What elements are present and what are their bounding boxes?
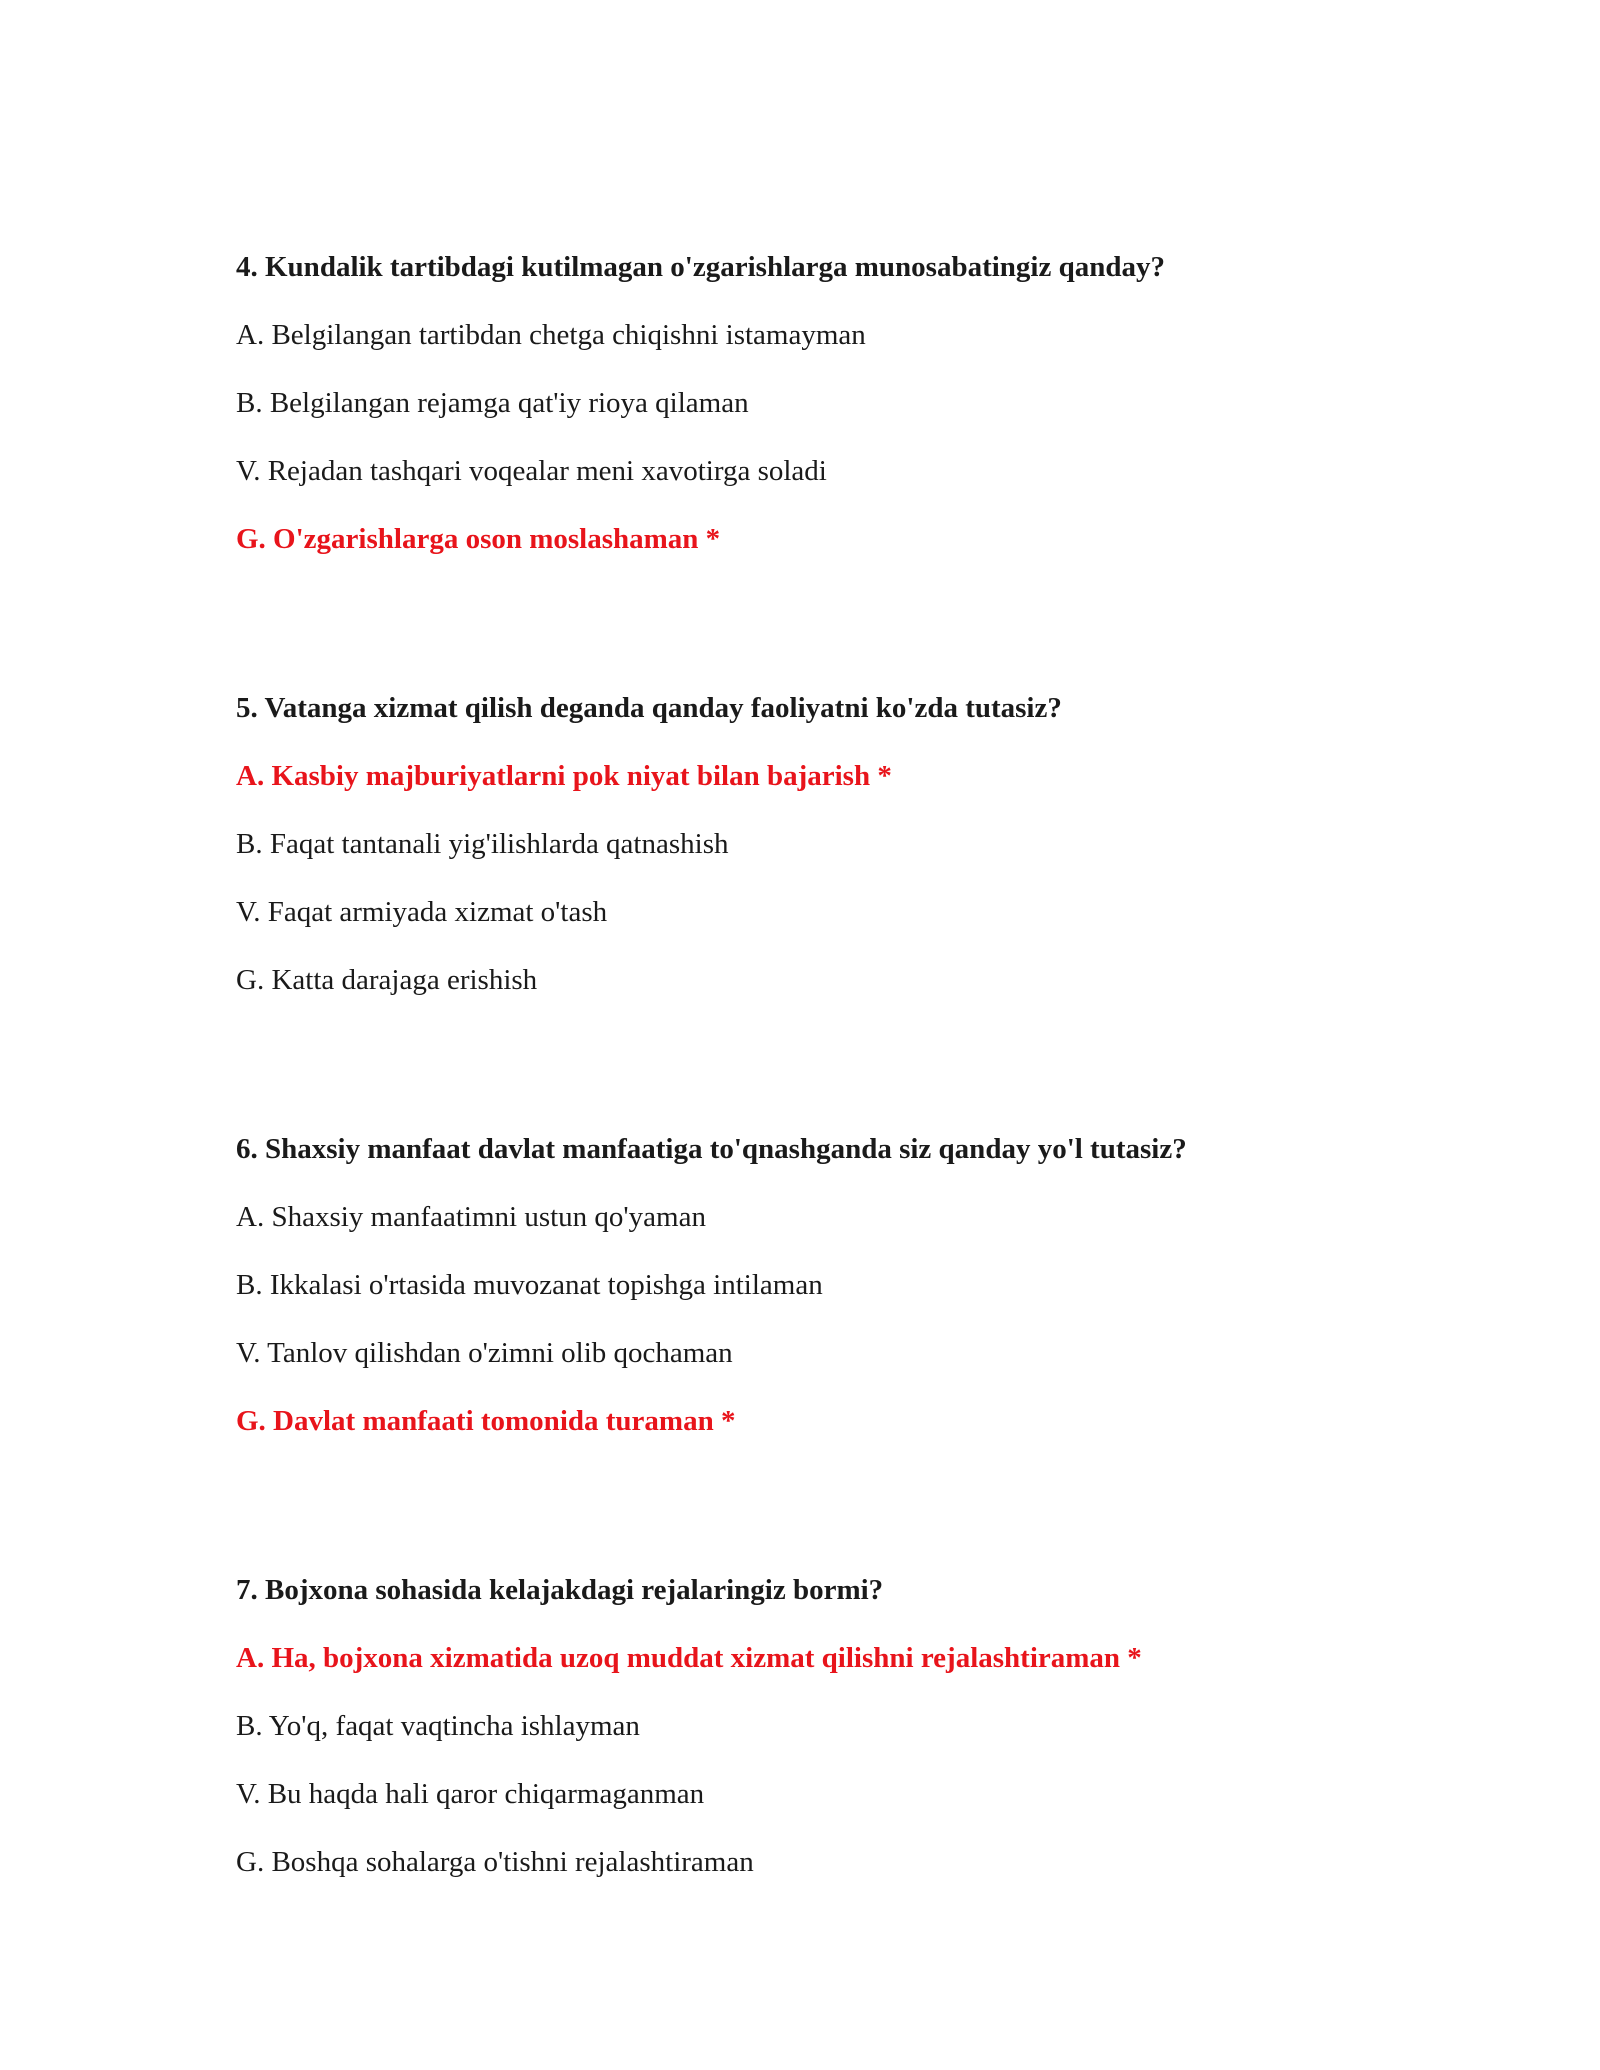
answer-option: G. O'zgarishlarga oson moslashaman *	[236, 523, 721, 555]
answer-option: A. Kasbiy majburiyatlarni pok niyat bilan bajarish *	[236, 760, 892, 792]
question-title: 5. Vatanga xizmat qilish deganda qanday faoliyatni ko'zda tutasiz?	[236, 692, 1062, 724]
question-title: 7. Bojxona sohasida kelajakdagi rejalaringiz bormi?	[236, 1574, 884, 1606]
answer-option: B. Ikkalasi o'rtasida muvozanat topishga intilaman	[236, 1269, 823, 1301]
answer-option: A. Ha, bojxona xizmatida uzoq muddat xizmat qilishni rejalashtiraman *	[236, 1642, 1142, 1674]
answer-option: A. Shaxsiy manfaatimni ustun qo'yaman	[236, 1201, 706, 1233]
question-block-7	[236, 1573, 1436, 1879]
question-title: 6. Shaxsiy manfaat davlat manfaatiga to'qnashganda siz qanday yo'l tutasiz?	[236, 1133, 1187, 1165]
answer-option: G. Boshqa sohalarga o'tishni rejalashtiraman	[236, 1846, 754, 1878]
answer-option: B. Yo'q, faqat vaqtincha ishlayman	[236, 1710, 640, 1742]
document-page	[236, 250, 1436, 1879]
answer-option: V. Faqat armiyada xizmat o'tash	[236, 896, 608, 928]
question-title: 4. Kundalik tartibdagi kutilmagan o'zgarishlarga munosabatingiz qanday?	[236, 251, 1165, 283]
answer-option: B. Faqat tantanali yig'ilishlarda qatnashish	[236, 828, 729, 860]
question-block-4	[236, 250, 1436, 556]
question-block-6	[236, 1132, 1436, 1438]
answer-option: B. Belgilangan rejamga qat'iy rioya qilaman	[236, 387, 749, 419]
question-block-5	[236, 691, 1436, 997]
answer-option: V. Bu haqda hali qaror chiqarmaganman	[236, 1778, 705, 1810]
answer-option: V. Tanlov qilishdan o'zimni olib qochaman	[236, 1337, 733, 1369]
answer-option: G. Davlat manfaati tomonida turaman *	[236, 1405, 736, 1437]
answer-option: V. Rejadan tashqari voqealar meni xavotirga soladi	[236, 455, 827, 487]
answer-option: A. Belgilangan tartibdan chetga chiqishni istamayman	[236, 319, 866, 351]
answer-option: G. Katta darajaga erishish	[236, 964, 538, 996]
